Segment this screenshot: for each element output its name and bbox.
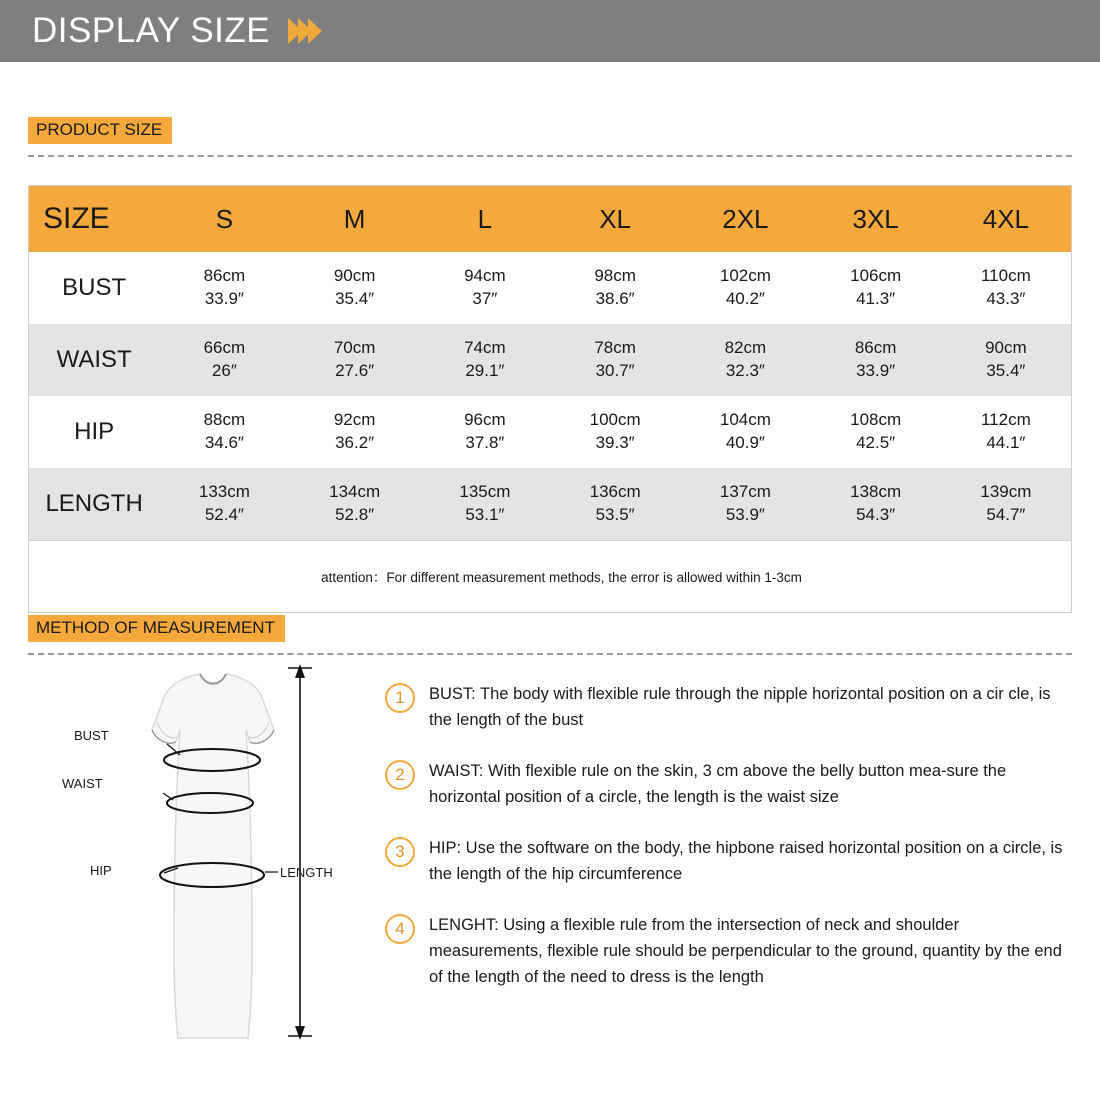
step-number-badge: 3 <box>385 837 415 867</box>
table-cell: 106cm 41.3″ <box>850 266 902 308</box>
table-cell: 100cm 39.3″ <box>589 410 641 452</box>
table-cell: 92cm 36.2″ <box>333 410 376 452</box>
table-cell: 134cm 52.8″ <box>329 481 381 524</box>
table-cell: 133cm 52.4″ <box>198 481 250 524</box>
table-cell: 94cm 37″ <box>464 266 506 308</box>
table-cell: 66cm 26″ <box>203 338 246 380</box>
divider-product-size <box>28 155 1072 157</box>
table-cell: 70cm 27.6″ <box>333 338 376 380</box>
table-col-3xl: 3XL <box>852 203 899 234</box>
row-label-waist: WAIST <box>56 346 132 373</box>
figure-label-hip: HIP <box>90 863 112 878</box>
figure-label-length: LENGTH <box>280 865 333 880</box>
step-text: WAIST: With flexible rule on the skin, 3 cm above the belly button mea-sure the horizontal position of a circle, the length is the waist size <box>429 762 1007 806</box>
product-size-label: PRODUCT SIZE <box>28 117 172 144</box>
table-cell: 102cm 40.2″ <box>719 266 771 308</box>
table-row <box>29 468 1071 540</box>
table-cell: 135cm 53.1″ <box>459 481 511 524</box>
table-cell: 78cm 30.7″ <box>594 338 636 380</box>
measurement-steps <box>385 682 1075 1016</box>
table-col-l: L <box>477 203 493 234</box>
table-cell: 112cm 44.1″ <box>980 410 1031 452</box>
step-item <box>385 682 1075 733</box>
table-col-s: S <box>215 203 234 234</box>
dress-illustration-svg <box>60 660 360 1060</box>
step-number-badge: 1 <box>385 683 415 713</box>
table-cell: 139cm 54.7″ <box>980 481 1032 524</box>
table-cell: 90cm 35.4″ <box>985 338 1027 380</box>
table-attention-row <box>29 540 1071 612</box>
table-row <box>29 252 1071 324</box>
dress-diagram <box>60 660 360 1060</box>
table-col-m: M <box>343 203 366 234</box>
table-cell: 136cm 53.5″ <box>589 481 641 524</box>
table-row <box>29 324 1071 396</box>
table-col-4xl: 4XL <box>982 203 1029 234</box>
table-cell: 86cm 33.9″ <box>854 338 897 380</box>
step-item <box>385 836 1075 887</box>
table-cell: 82cm 32.3″ <box>724 338 767 380</box>
page-title: DISPLAY SIZE <box>32 11 271 50</box>
step-number-badge: 2 <box>385 760 415 790</box>
table-cell: 90cm 35.4″ <box>333 266 376 308</box>
figure-label-bust: BUST <box>74 728 109 743</box>
double-chevron-right-icon <box>288 18 318 44</box>
table-cell: 110cm 43.3″ <box>980 266 1031 308</box>
step-item <box>385 759 1075 810</box>
size-table <box>29 186 1071 612</box>
step-item <box>385 913 1075 990</box>
table-cell: 74cm 29.1″ <box>464 338 506 380</box>
table-header <box>29 186 1071 252</box>
row-label-hip: HIP <box>74 418 115 445</box>
table-cell: 104cm 40.9″ <box>719 410 771 452</box>
table-cell: 108cm 42.5″ <box>850 410 902 452</box>
table-row <box>29 396 1071 468</box>
table-corner-label: SIZE <box>43 202 110 235</box>
step-text: LENGHT: Using a flexible rule from the intersection of neck and shoulder measurements, flexible rule should be perpendicular to the ground, quantity by the end of the length of the need to dress is the length <box>429 916 1062 986</box>
table-cell: 138cm 54.3″ <box>850 481 902 524</box>
table-col-2xl: 2XL <box>722 203 769 234</box>
attention-note: attention：For different measurement methods, the error is allowed within 1-3cm <box>29 540 1071 612</box>
table-cell: 88cm 34.6″ <box>203 410 246 452</box>
size-table-container <box>28 185 1072 613</box>
step-text: BUST: The body with flexible rule through the nipple horizontal position on a cir cle, is the length of the bust <box>429 685 1051 729</box>
table-cell: 137cm 53.9″ <box>719 481 771 524</box>
header-banner <box>0 0 1100 62</box>
table-body <box>29 252 1071 612</box>
step-text: HIP: Use the software on the body, the hipbone raised horizontal position on a circle, is the length of the hip circumference <box>429 839 1063 883</box>
table-cell: 96cm 37.8″ <box>464 410 506 452</box>
table-cell: 86cm 33.9″ <box>203 266 246 308</box>
divider-method <box>28 653 1072 655</box>
table-cell: 98cm 38.6″ <box>594 266 636 308</box>
figure-label-waist: WAIST <box>62 776 103 791</box>
table-col-xl: XL <box>599 203 632 234</box>
row-label-bust: BUST <box>62 274 127 301</box>
row-label-length: LENGTH <box>45 489 143 517</box>
step-number-badge: 4 <box>385 914 415 944</box>
method-of-measurement-label: METHOD OF MEASUREMENT <box>28 615 285 642</box>
table-header-row <box>29 186 1071 252</box>
